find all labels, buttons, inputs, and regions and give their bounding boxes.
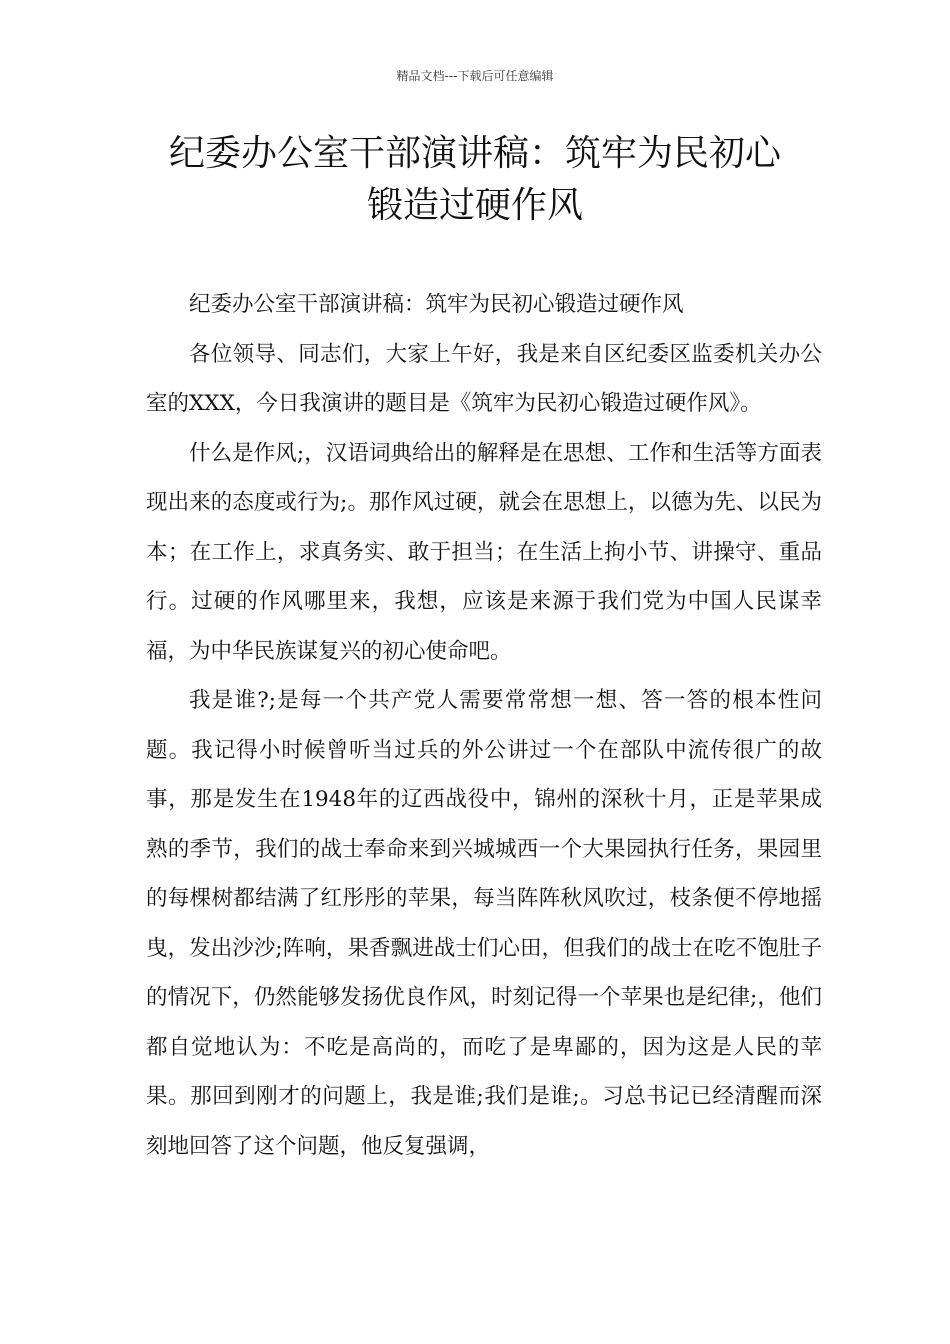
paragraph-greeting: 各位领导、同志们，大家上午好，我是来自区纪委区监委机关办公室的XXX，今日我演讲的题目是《筑牢为民初心锻造过硬作风》。 [146,341,822,416]
paragraph-story: 我是谁?;是每一个共产党人需要常常想一想、答一答的根本性问题。我记得小时候曾听当过兵的外公讲过一个在部队中流传很广的故事，那是发生在1948年的辽西战役中，锦州的深秋十月，正是苹果成熟的季节，我们的战士奉命来到兴城城西一个大果园执行任务，果园里的每棵树都结满了红彤彤的苹果，每当阵阵秋风吹过，枝条便不停地摇曳，发出沙沙;阵响，果香飘进战士们心田，但我们的战士在吃不饱肚子的情况下，仍然能够发扬优良作风，时刻记得一个苹果也是纪律;，他们都自觉地认为：不吃是高尚的，而吃了是卑鄙的，因为这是人民的苹果。那回到刚才的问题上，我是谁;我们是谁;。习总书记已经清醒而深刻地回答了这个问题，他反复强调， [146,688,822,1159]
paragraph-subtitle: 纪委办公室干部演讲稿：筑牢为民初心锻造过硬作风 [189,292,684,317]
paragraph-definition: 什么是作风;，汉语词典给出的解释是在思想、工作和生活等方面表现出来的态度或行为;。那作风过硬，就会在思想上，以德为先、以民为本；在工作上，求真务实、敢于担当；在生活上拘小节、讲操守、重品行。过硬的作风哪里来，我想，应该是来源于我们党为中国人民谋幸福，为中华民族谋复兴的初心使命吧。 [146,440,822,664]
document-body [146,280,822,1171]
header-note: 精品文档---下载后可任意编辑 [396,69,554,83]
document-title [120,128,830,232]
title-line-2: 锻造过硬作风 [366,185,583,226]
title-line-1: 纪委办公室干部演讲稿：筑牢为民初心 [168,133,781,174]
